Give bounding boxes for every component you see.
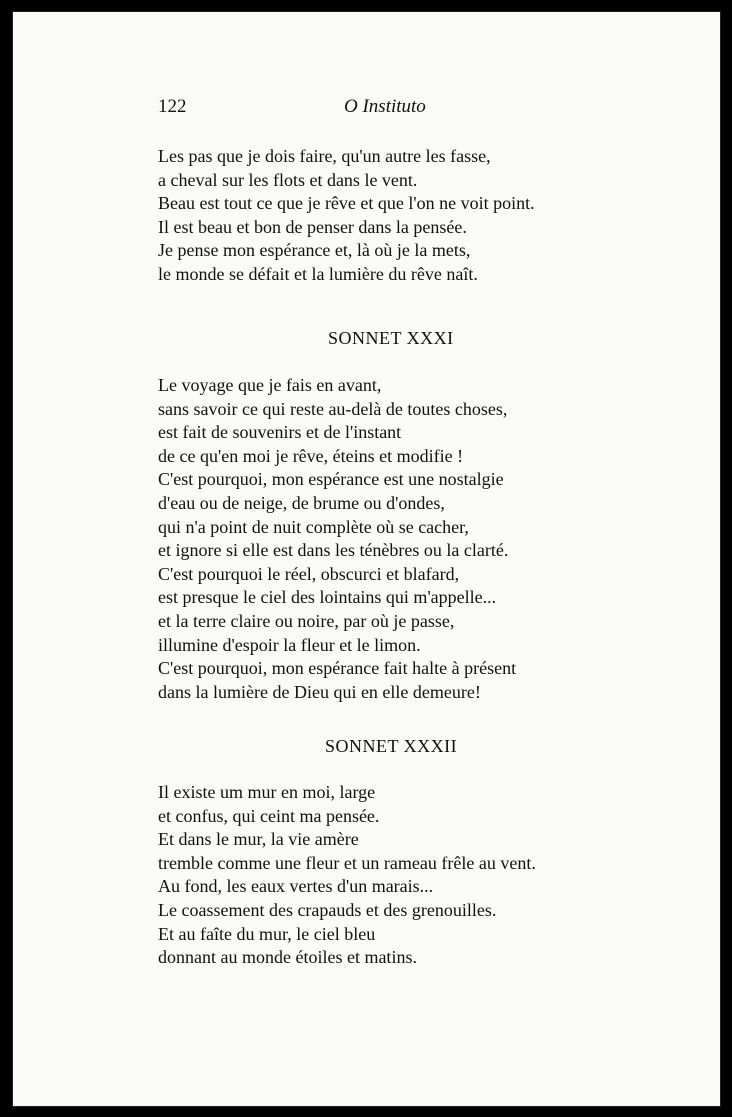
verse-line: Je pense mon espérance et, là où je la mets,: [158, 240, 471, 261]
verse-line: dans la lumière de Dieu qui en elle demeure!: [158, 681, 481, 702]
verse-line: et ignore si elle est dans les ténèbres ou la clarté.: [158, 540, 509, 561]
sonnet-xxxii-body: [158, 781, 536, 970]
verse-line: Il est beau et bon de penser dans la pensée.: [158, 216, 467, 237]
verse-line: de ce qu'en moi je rêve, éteins et modifie !: [158, 445, 464, 466]
page-number: 122: [158, 96, 187, 117]
verse-line: Le voyage que je fais en avant,: [158, 375, 382, 395]
verse-line: a cheval sur les flots et dans le vent.: [158, 169, 418, 190]
verse-line: Il existe um mur en moi, large: [158, 782, 376, 802]
sonnet-title-xxxii: SONNET XXXII: [325, 736, 458, 756]
verse-line: qui n'a point de nuit complète où se cacher,: [158, 516, 469, 537]
verse-line: C'est pourquoi le réel, obscurci et blafard,: [158, 563, 460, 584]
verse-line: Au fond, les eaux vertes d'un marais...: [158, 876, 434, 897]
verse-line: est fait de souvenirs et de l'instant: [158, 422, 402, 443]
sonnet-xxxi-body: [158, 374, 516, 704]
verse-line: sans savoir ce qui reste au-delà de toutes choses,: [158, 398, 508, 419]
running-title: O Instituto: [344, 96, 426, 117]
verse-line: donnant au monde étoiles et matins.: [158, 947, 417, 968]
stanza-continued: [158, 145, 535, 287]
book-page: [12, 11, 721, 1107]
verse-line: le monde se défait et la lumière du rêve naît.: [158, 263, 478, 284]
verse-line: et la terre claire ou noire, par où je passe,: [158, 610, 455, 631]
verse-line: est presque le ciel des lointains qui m'appelle...: [158, 587, 497, 608]
verse-line: illumine d'espoir la fleur et le limon.: [158, 634, 421, 655]
verse-line: Les pas que je dois faire, qu'un autre les fasse,: [158, 146, 491, 166]
verse-line: d'eau ou de neige, de brume ou d'ondes,: [158, 492, 445, 513]
page-header: [158, 96, 578, 118]
verse-line: et confus, qui ceint ma pensée.: [158, 805, 380, 826]
verse-line: C'est pourquoi, mon espérance est une nostalgie: [158, 469, 504, 490]
verse-line: Beau est tout ce que je rêve et que l'on ne voit point.: [158, 193, 535, 214]
verse-line: Le coassement des crapauds et des grenouilles.: [158, 899, 497, 920]
verse-line: C'est pourquoi, mon espérance fait halte à présent: [158, 658, 517, 679]
sonnet-title-xxxi: SONNET XXXI: [328, 328, 454, 348]
verse-line: Et au faîte du mur, le ciel bleu: [158, 923, 376, 944]
verse-line: Et dans le mur, la vie amère: [158, 829, 359, 850]
verse-line: tremble comme une fleur et un rameau frêle au vent.: [158, 852, 536, 873]
